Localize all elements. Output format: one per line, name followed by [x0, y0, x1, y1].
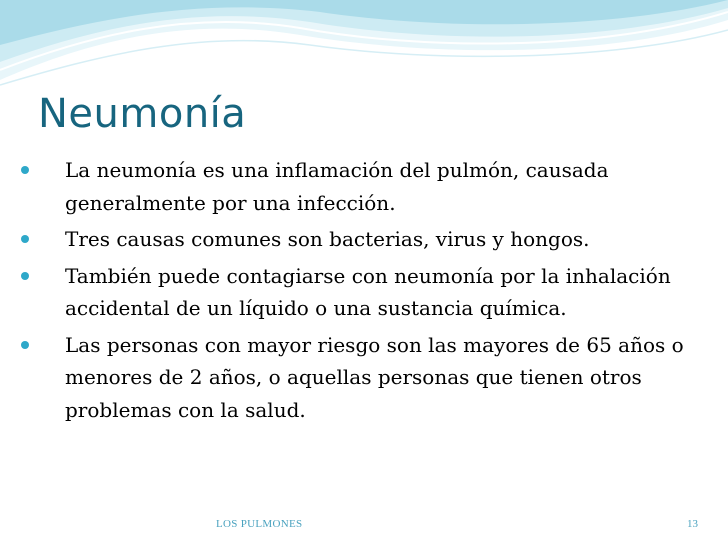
bullet-item: [20, 260, 710, 325]
bullet-text: La neumonía es una inflamación del pulmón, causada generalmente por una infección.: [65, 158, 609, 215]
bullet-text: También puede contagiarse con neumonía por la inhalación accidental de un líquido o una sustancia química.: [65, 263, 671, 320]
bullet-item: [20, 223, 710, 256]
header-wave-decoration: [0, 0, 728, 90]
bullet-text: Tres causas comunes son bacterias, virus y hongos.: [65, 227, 590, 251]
bullet-dot-icon: [21, 166, 29, 174]
footer-text: LOS PULMONES: [216, 518, 303, 530]
bullet-item: [20, 154, 710, 219]
bullet-list: [20, 154, 710, 430]
bullet-dot-icon: [21, 235, 29, 243]
bullet-dot-icon: [21, 341, 29, 349]
slide-number: 13: [687, 518, 698, 530]
bullet-dot-icon: [21, 272, 29, 280]
bullet-item: [20, 329, 710, 427]
slide-title: Neumonía: [38, 91, 247, 137]
bullet-text: Las personas con mayor riesgo son las mayores de 65 años o menores de 2 años, o aquellas personas que tienen otros problemas con la salud.: [65, 332, 684, 422]
